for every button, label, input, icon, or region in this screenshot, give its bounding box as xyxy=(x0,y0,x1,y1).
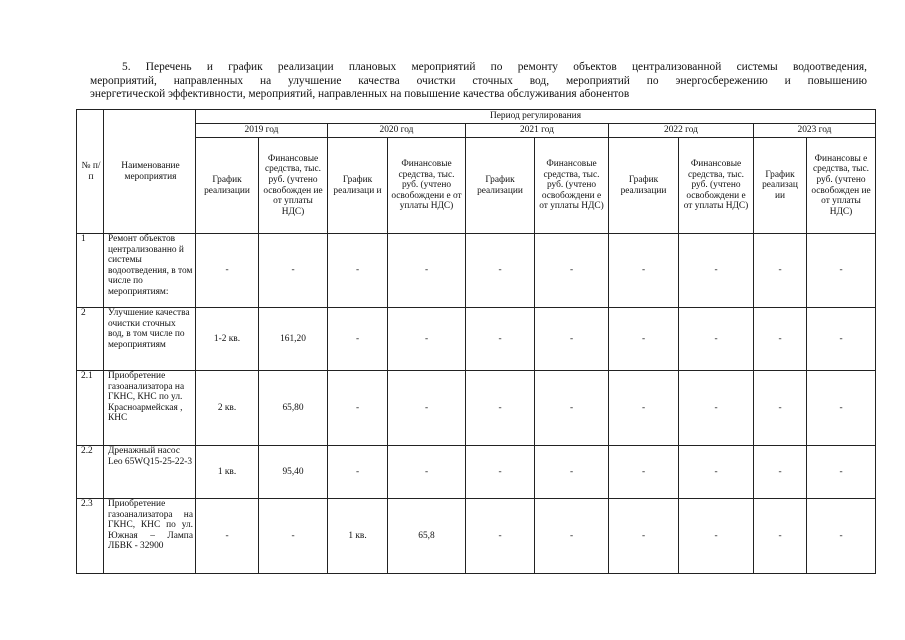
cell: - xyxy=(535,371,609,446)
heading-line-3: энергетической эффективности, мероприятий, направленных на повышение качества обслуживания абонентов xyxy=(90,88,630,101)
header-period: Период регулирования xyxy=(196,110,876,124)
header-schedule: График реализаци и xyxy=(328,138,388,234)
cell: - xyxy=(754,371,807,446)
cell: - xyxy=(535,499,609,574)
header-year-2023: 2023 год xyxy=(754,124,876,138)
cell: - xyxy=(466,371,535,446)
row-number: 2.1 xyxy=(77,371,104,446)
row-number: 2.2 xyxy=(77,446,104,499)
cell: - xyxy=(807,308,876,371)
header-finance: Финансовые средства, тыс. руб. (учтено освобождени е от уплаты НДС) xyxy=(535,138,609,234)
cell: 1 кв. xyxy=(196,446,259,499)
cell: - xyxy=(196,499,259,574)
heading-line-1: 5. Перечень и график реализации плановых мероприятий по ремонту объектов централизованной системы водоотведения, xyxy=(122,61,867,73)
plan-table xyxy=(76,109,876,574)
cell: - xyxy=(609,371,679,446)
cell: - xyxy=(328,371,388,446)
cell: - xyxy=(807,371,876,446)
cell: - xyxy=(754,308,807,371)
header-name: Наименование мероприятия xyxy=(104,110,196,234)
cell: - xyxy=(679,499,754,574)
section-heading xyxy=(90,61,867,102)
cell: - xyxy=(754,499,807,574)
header-schedule: График реализации xyxy=(196,138,259,234)
header-number: № п/ п xyxy=(77,110,104,234)
row-name: Дренажный насос Leo 65WQ15-25-22-3 xyxy=(104,446,196,499)
cell: - xyxy=(609,308,679,371)
table-row xyxy=(77,371,876,446)
cell: 95,40 xyxy=(259,446,328,499)
cell: - xyxy=(679,308,754,371)
cell: 1-2 кв. xyxy=(196,308,259,371)
cell: - xyxy=(679,446,754,499)
cell: - xyxy=(259,234,328,308)
header-schedule: График реализации xyxy=(609,138,679,234)
table-row xyxy=(77,234,876,308)
header-schedule: График реализац ии xyxy=(754,138,807,234)
row-name: Ремонт объектов централизованно й системы водоотведения, в том числе по мероприятиям: xyxy=(104,234,196,308)
header-schedule: График реализации xyxy=(466,138,535,234)
table-row xyxy=(77,499,876,574)
header-finance: Финансовые средства, тыс. руб. (учтено освобождени е от уплаты НДС) xyxy=(388,138,466,234)
header-year-2020: 2020 год xyxy=(328,124,466,138)
cell: 1 кв. xyxy=(328,499,388,574)
cell: - xyxy=(754,446,807,499)
cell: - xyxy=(535,446,609,499)
row-number: 2.3 xyxy=(77,499,104,574)
cell: - xyxy=(807,234,876,308)
cell: - xyxy=(388,234,466,308)
cell: - xyxy=(466,308,535,371)
cell: - xyxy=(754,234,807,308)
header-year-2022: 2022 год xyxy=(609,124,754,138)
heading-line-2: мероприятий, направленных на улучшение качества очистки сточных вод, мероприятий по энергосбережению и повышению xyxy=(90,74,867,87)
cell: - xyxy=(466,234,535,308)
header-year-2019: 2019 год xyxy=(196,124,328,138)
cell: - xyxy=(466,499,535,574)
header-finance: Финансовые средства, тыс. руб. (учтено освобождени е от уплаты НДС) xyxy=(679,138,754,234)
cell: - xyxy=(609,234,679,308)
row-name: Приобретение газоанализатора на ГКНС, КНС по ул. Южная – Лампа ЛБВК - 32900 xyxy=(104,499,196,574)
cell: - xyxy=(807,446,876,499)
row-name: Улучшение качества очистки сточных вод, в том числе по мероприятиям xyxy=(104,308,196,371)
row-name: Приобретение газоанализатора на ГКНС, КНС по ул. Красноармейская , КНС xyxy=(104,371,196,446)
cell: - xyxy=(609,446,679,499)
cell: 2 кв. xyxy=(196,371,259,446)
cell: - xyxy=(328,446,388,499)
cell: - xyxy=(679,371,754,446)
cell: - xyxy=(535,308,609,371)
row-number: 1 xyxy=(77,234,104,308)
header-finance: Финансовы е средства, тыс. руб. (учтено освобожден ие от уплаты НДС) xyxy=(807,138,876,234)
cell: - xyxy=(388,371,466,446)
cell: - xyxy=(609,499,679,574)
row-number: 2 xyxy=(77,308,104,371)
cell: - xyxy=(466,446,535,499)
cell: - xyxy=(535,234,609,308)
table-row xyxy=(77,308,876,371)
header-finance: Финансовые средства, тыс. руб. (учтено освобожден ие от уплаты НДС) xyxy=(259,138,328,234)
cell: - xyxy=(196,234,259,308)
cell: 161,20 xyxy=(259,308,328,371)
cell: - xyxy=(259,499,328,574)
cell: - xyxy=(328,234,388,308)
cell: 65,80 xyxy=(259,371,328,446)
header-year-2021: 2021 год xyxy=(466,124,609,138)
cell: - xyxy=(388,308,466,371)
cell: - xyxy=(328,308,388,371)
table-row xyxy=(77,446,876,499)
cell: 65,8 xyxy=(388,499,466,574)
cell: - xyxy=(807,499,876,574)
cell: - xyxy=(388,446,466,499)
cell: - xyxy=(679,234,754,308)
